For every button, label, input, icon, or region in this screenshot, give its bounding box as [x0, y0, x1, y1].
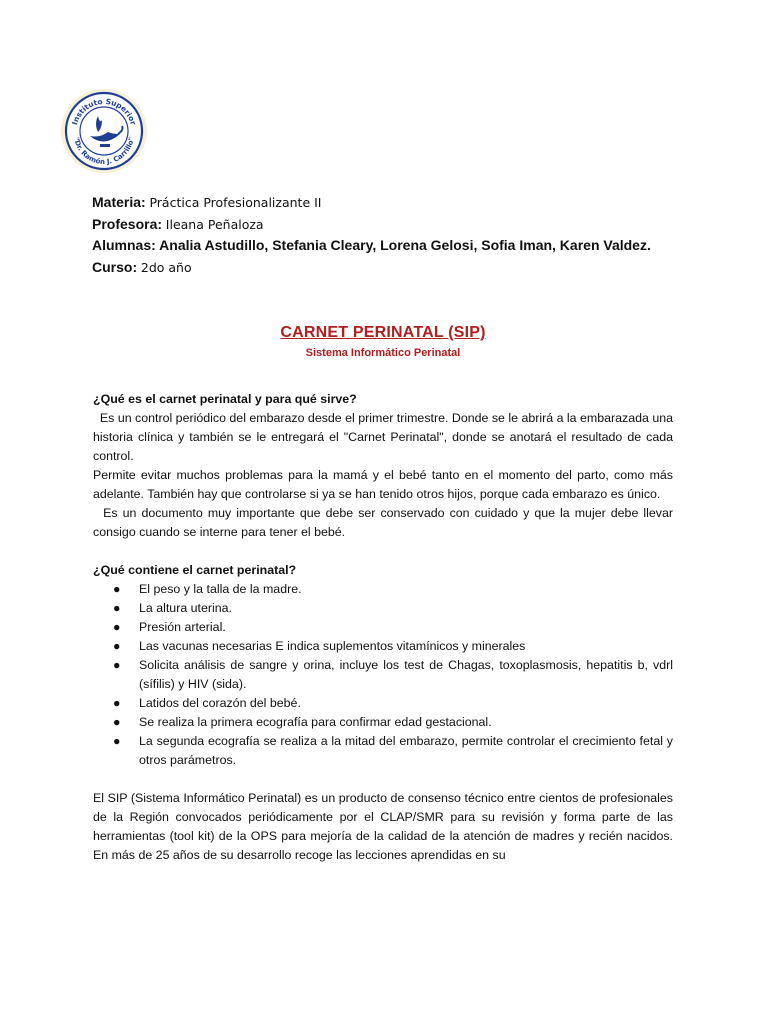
paragraph-sip: El SIP (Sistema Informático Perinatal) es un producto de consenso técnico entre cientos de profesionales de la Región convocados periódicamente por el CLAP/SMR para su revisión y forma parte de las herramientas (tool kit) de la OPS para mejoría de la calidad de la atención de madres y recién nacidos. En más de 25 años de su desarrollo recoge las lecciones aprendidas en su — [93, 791, 673, 862]
logo-bottom-text: "Dr. Ramón J. Carrillo" — [72, 136, 136, 167]
list-item: ● Se realiza la primera ecografía para confirmar edad gestacional. — [93, 713, 673, 732]
list-item: ● Solicita análisis de sangre y orina, incluye los test de Chagas, toxoplasmosis, hepatitis b, vdrl (sífilis) y HIV (sida). — [113, 658, 673, 691]
question-contents: ¿Qué contiene el carnet perinatal? — [93, 563, 297, 577]
materia-label: Materia: — [92, 194, 146, 210]
list-item: ● El peso y la talla de la madre. — [93, 580, 673, 599]
bullet-icon: ● — [113, 696, 121, 710]
list-item: ● La altura uterina. — [93, 599, 673, 618]
bullet-icon: ● — [113, 620, 121, 634]
bullet-icon: ● — [113, 639, 121, 653]
logo-top-text: Instituto Superior — [70, 96, 138, 126]
curso-value: 2do año — [140, 259, 192, 275]
document-subtitle: Sistema Informático Perinatal — [305, 347, 461, 359]
paragraph: Es un documento muy importante que debe ser conservado con cuidado y que la mujer debe llevar consigo cuando se interne para tener el bebé. — [93, 506, 677, 539]
paragraph: Permite evitar muchos problemas para la mamá y el bebé tanto en el momento del parto, como más adelante. También hay que controlarse si ya se han tenido otros hijos, porque cada embarazo es único. — [93, 468, 673, 501]
materia-value: Práctica Profesionalizante II — [149, 195, 322, 210]
question-what-is: ¿Qué es el carnet perinatal y para qué sirve? — [93, 392, 357, 406]
profesora-row — [92, 214, 692, 236]
institute-logo — [60, 88, 148, 174]
bullet-icon: ● — [113, 715, 121, 729]
list-item: ● La segunda ecografía se realiza a la mitad del embarazo, permite controlar el crecimiento fetal y otros parámetros. — [113, 734, 673, 767]
contents-list — [93, 580, 673, 770]
curso-row — [92, 257, 692, 279]
list-item: ● Presión arterial. — [93, 618, 673, 637]
document-title: CARNET PERINATAL (SIP) — [280, 324, 486, 341]
materia-row — [92, 192, 692, 214]
bullet-icon: ● — [113, 582, 121, 596]
bullet-icon: ● — [113, 734, 121, 748]
curso-label: Curso: — [92, 258, 138, 275]
paragraph: Es un control periódico del embarazo desde el primer trimestre. Donde se le abrirá a la embarazada una historia clínica y también se le entregará el "Carnet Perinatal", donde se anotará el resultado de cada control. — [93, 411, 677, 463]
profesora-value: Ileana Peñaloza — [165, 216, 264, 232]
profesora-label: Profesora: — [92, 215, 163, 232]
document-header — [92, 192, 692, 278]
alumnas-row: Alumnas: Analia Astudillo, Stefania Cleary, Lorena Gelosi, Sofia Iman, Karen Valdez. — [92, 237, 651, 253]
bullet-icon: ● — [113, 658, 121, 672]
bullet-icon: ● — [113, 601, 121, 615]
document-body — [93, 390, 677, 865]
list-item: ● Latidos del corazón del bebé. — [93, 694, 673, 713]
list-item: ● Las vacunas necesarias E indica suplementos vitamínicos y minerales — [93, 637, 673, 656]
